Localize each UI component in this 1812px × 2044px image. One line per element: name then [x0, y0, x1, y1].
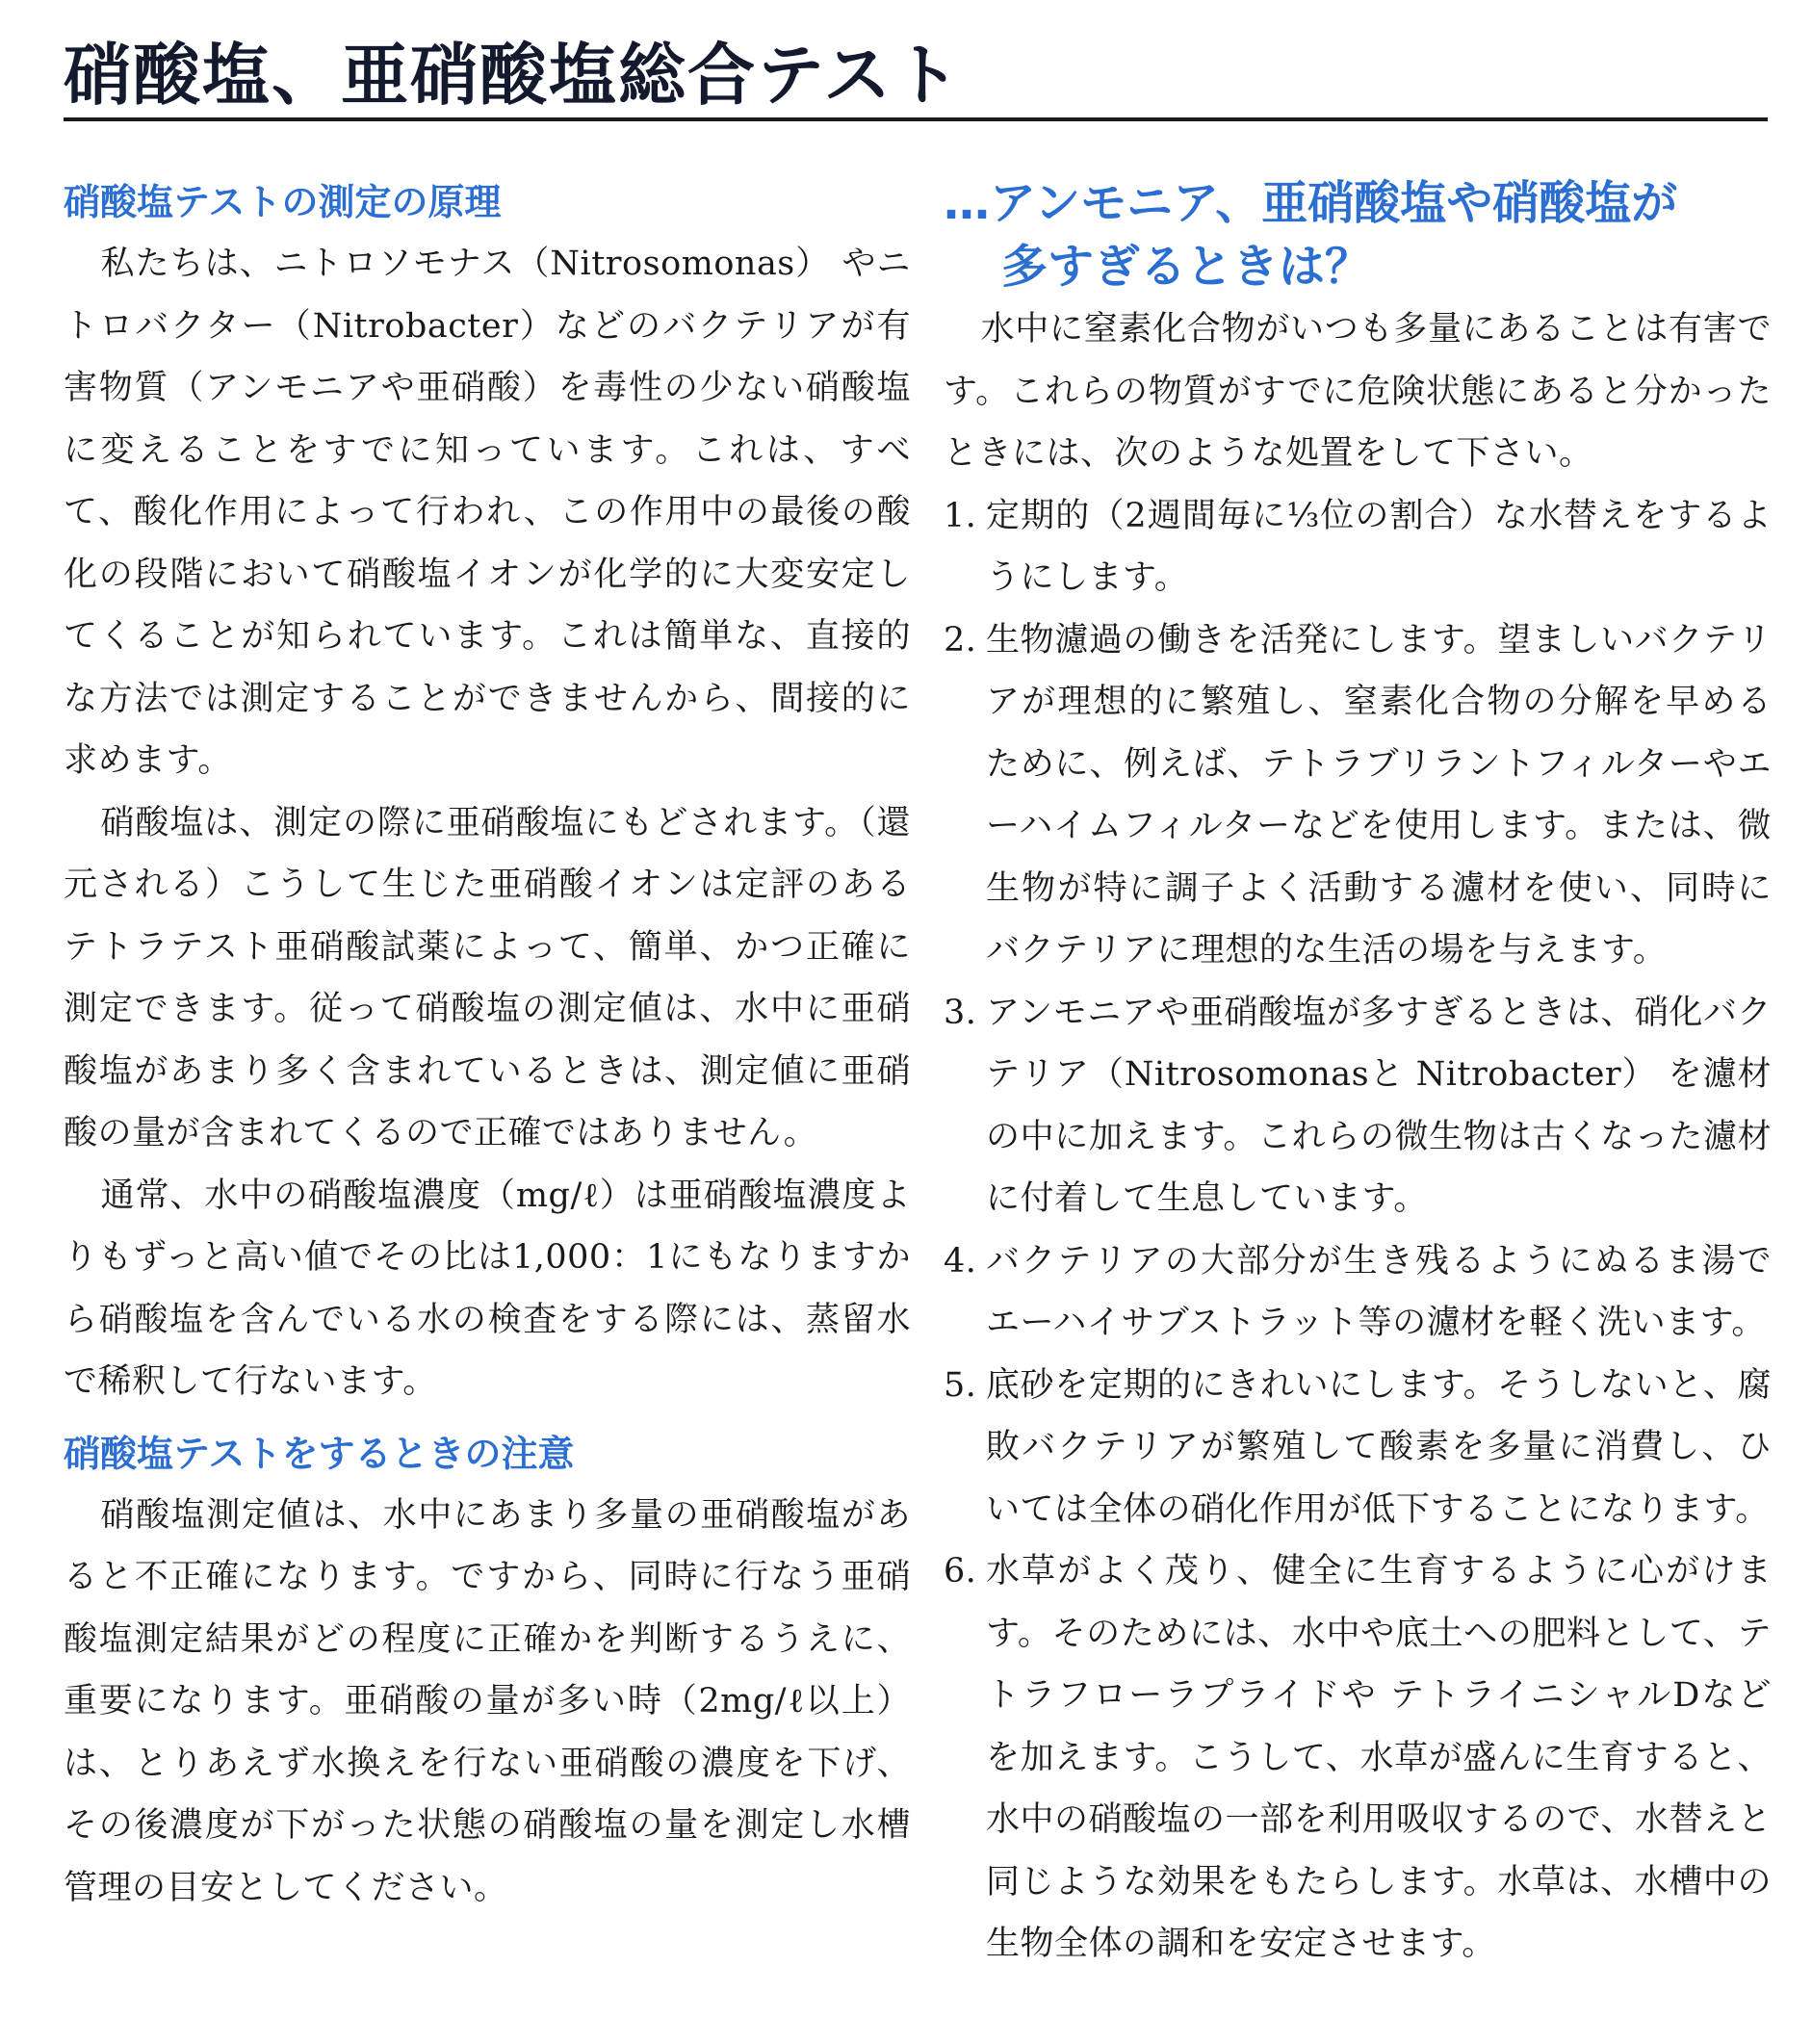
section-heading-principle: 硝酸塩テストの測定の原理 — [64, 181, 502, 223]
title-divider — [64, 117, 1768, 121]
measures-list — [944, 485, 1772, 1976]
list-item-number: 4. — [944, 1241, 977, 1281]
paragraph-intro: 水中に窒素化合物がいつも多量にあることは有害です。これらの物質がすでに危険状態にあると分かったときには、次のような処置をして下さい。 — [944, 310, 1772, 473]
list-item — [944, 982, 1772, 1230]
list-item-text: 定期的（2週間毎に⅓位の割合）な水替えをするようにします。 — [986, 496, 1772, 597]
paragraph-principle-1: 私たちは、ニトロソモナス（Nitrosomonas） やニトロバクター（Nitrobacter）などのバクテリアが有害物質（アンモニアや亜硝酸）を毒性の少ない硝酸塩に変えることをすでに知っています。これは、すべて、酸化作用によって行われ、この作用中の最後の酸化の段階において硝酸塩イオンが化学的に大変安定してくることが知られています。これは簡単な、直接的な方法では測定することができませんから、間接的に求めます。 — [64, 245, 911, 780]
section-heading-caution: 硝酸塩テストをするときの注意 — [64, 1432, 575, 1475]
list-item-text: アンモニアや亜硝酸塩が多すぎるときは、硝化バクテリア（Nitrosomonasと Nitrobacter） を濾材の中に加えます。これらの微生物は古くなった濾材に付着して生息しています。 — [986, 993, 1772, 1218]
page-title: 硝酸塩、亜硝酸塩総合テスト — [64, 36, 963, 115]
list-item-number: 6. — [944, 1552, 977, 1591]
list-item — [944, 609, 1772, 982]
list-item — [944, 1540, 1772, 1976]
list-item-number: 2. — [944, 620, 977, 660]
list-item-number: 1. — [944, 496, 977, 535]
right-column — [944, 171, 1772, 1976]
heading-line-1: …アンモニア、亜硝酸塩や硝酸塩が — [944, 176, 1678, 230]
list-item-text: 底砂を定期的にきれいにします。そうしないと、腐敗バクテリアが繁殖して酸素を多量に消費し、ひいては全体の硝化作用が低下することになります。 — [986, 1365, 1772, 1529]
list-item-text: 生物濾過の働きを活発にします。望ましいバクテリアが理想的に繁殖し、窒素化合物の分解を早めるために、例えば、テトラブリラントフィルターやエーハイムフィルターなどを使用します。または、微生物が特に調子よく活動する濾材を使い、同時にバクテリアに理想的な生活の場を与えます。 — [986, 620, 1772, 970]
list-item-text: バクテリアの大部分が生き残るようにぬるま湯でエーハイサブストラット等の濾材を軽く洗います。 — [986, 1241, 1772, 1342]
left-column — [64, 171, 911, 1919]
list-item — [944, 1230, 1772, 1355]
list-item — [944, 1355, 1772, 1541]
section-heading-excess — [944, 171, 1772, 298]
paragraph-caution: 硝酸塩測定値は、水中にあまり多量の亜硝酸塩があると不正確になります。ですから、同時に行なう亜硝酸塩測定結果がどの程度に正確かを判断するうえに、重要になります。亜硝酸の量が多い時（2mg/ℓ以上）は、とりあえず水換えを行ない亜硝酸の濃度を下げ、その後濃度が下がった状態の硝酸塩の量を測定し水槽管理の目安としてください。 — [64, 1495, 911, 1907]
paragraph-principle-3: 通常、水中の硝酸塩濃度（mg/ℓ）は亜硝酸塩濃度よりもずっと高い値でその比は1,000：1にもなりますから硝酸塩を含んでいる水の検査をする際には、蒸留水で稀釈して行ないます。 — [64, 1176, 911, 1401]
list-item — [944, 485, 1772, 609]
list-item-number: 3. — [944, 993, 977, 1032]
paragraph-principle-2: 硝酸塩は、測定の際に亜硝酸塩にもどされます。（還元される）こうして生じた亜硝酸イオンは定評のあるテトラテスト亜硝酸試薬によって、簡単、かつ正確に測定できます。従って硝酸塩の測定値は、水中に亜硝酸塩があまり多く含まれているときは、測定値に亜硝酸の量が含まれてくるので正確ではありません。 — [64, 803, 911, 1152]
list-item-text: 水草がよく茂り、健全に生育するように心がけます。そのためには、水中や底土への肥料として、テトラフローラプライドや テトライニシャルDなどを加えます。こうして、水草が盛んに生育すると、水中の硝酸塩の一部を利用吸収するので、水替えと同じような効果をもたらします。水草は、水槽中の生物全体の調和を安定させます。 — [986, 1552, 1772, 1963]
heading-line-2: 多すぎるときは？ — [1001, 240, 1372, 294]
list-item-number: 5. — [944, 1365, 977, 1405]
